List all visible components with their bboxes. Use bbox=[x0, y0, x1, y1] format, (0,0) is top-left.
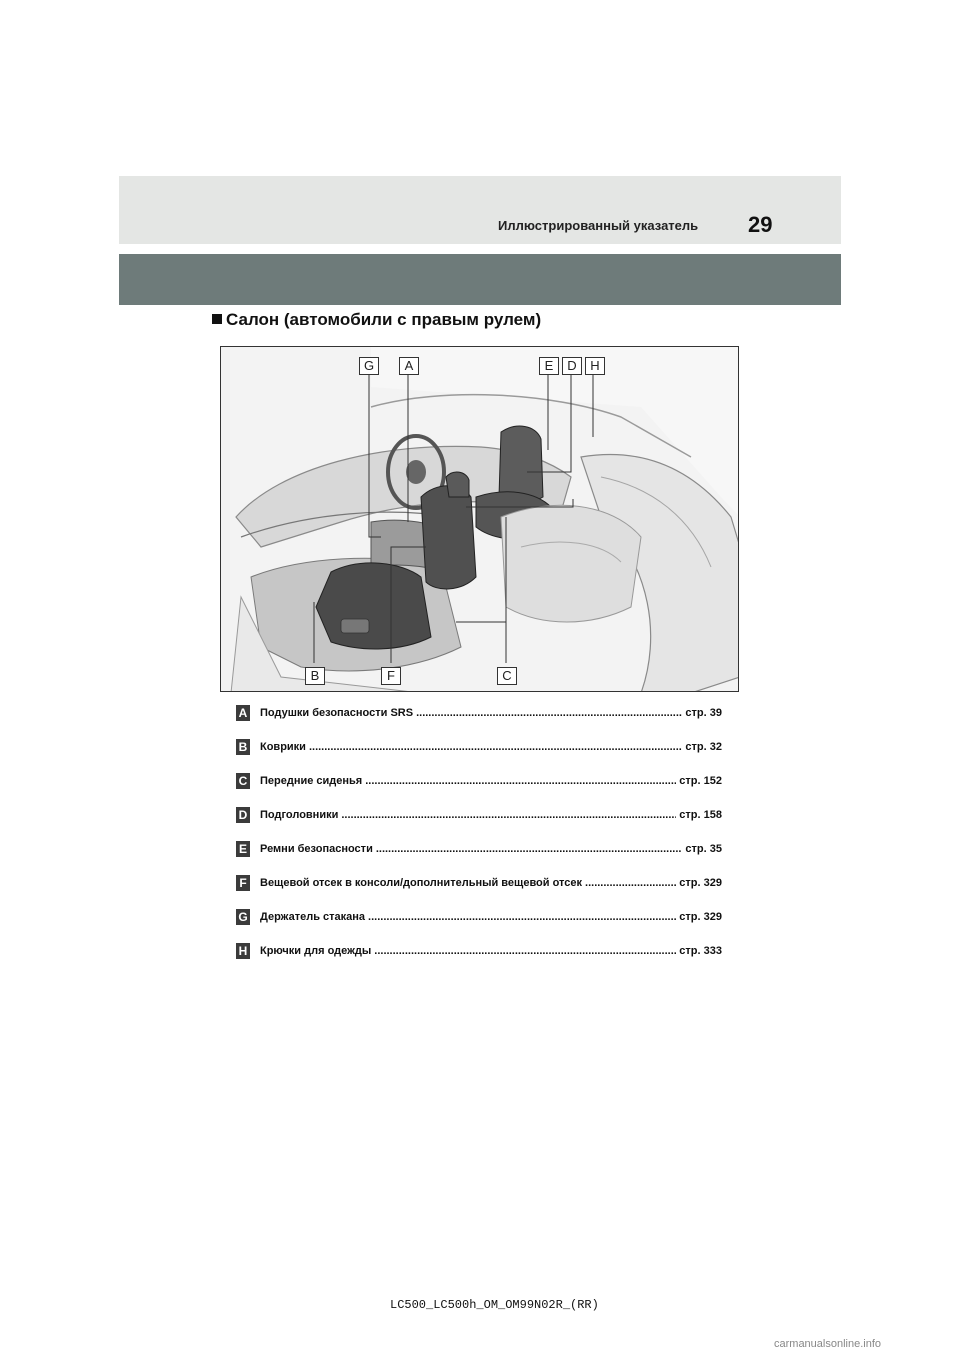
legend-page-ref[interactable]: стр. 152 bbox=[679, 775, 722, 787]
legend-badge: F bbox=[236, 875, 250, 891]
legend-item bbox=[236, 705, 722, 723]
legend-badge: B bbox=[236, 739, 250, 755]
legend-label: Ремни безопасности bbox=[260, 843, 373, 855]
legend-label: Вещевой отсек в консоли/дополнительный вещевой отсек bbox=[260, 877, 583, 889]
legend-badge: H bbox=[236, 943, 250, 959]
square-bullet-icon bbox=[212, 314, 222, 324]
legend-item bbox=[236, 739, 722, 757]
legend-badge: E bbox=[236, 841, 250, 857]
legend-page-ref[interactable]: стр. 158 bbox=[679, 809, 722, 821]
legend-item bbox=[236, 943, 722, 961]
watermark[interactable]: carmanualsonline.info bbox=[774, 1338, 882, 1350]
legend-badge: G bbox=[236, 909, 250, 925]
legend-label: Подушки безопасности SRS bbox=[260, 707, 414, 719]
callout-h: H bbox=[585, 357, 605, 375]
interior-illustration bbox=[220, 346, 739, 692]
car-interior-drawing bbox=[221, 347, 739, 692]
footer-document-code: LC500_LC500h_OM_OM99N02R_(RR) bbox=[390, 1298, 599, 1312]
legend-label: Передние сиденья bbox=[260, 775, 363, 787]
page-number: 29 bbox=[748, 212, 773, 237]
legend-page-ref[interactable]: стр. 39 bbox=[685, 707, 722, 719]
callout-g: G bbox=[359, 357, 379, 375]
legend-page-ref[interactable]: стр. 329 bbox=[679, 911, 722, 923]
legend-page-ref[interactable]: стр. 35 bbox=[685, 843, 722, 855]
legend-label: Крючки для одежды bbox=[260, 945, 372, 957]
callout-f: F bbox=[381, 667, 401, 685]
legend-badge: A bbox=[236, 705, 250, 721]
callout-b: B bbox=[305, 667, 325, 685]
callout-c: C bbox=[497, 667, 517, 685]
callout-e: E bbox=[539, 357, 559, 375]
callout-a: A bbox=[399, 357, 419, 375]
header-title: Иллюстрированный указатель bbox=[498, 218, 699, 233]
section-band bbox=[119, 254, 841, 305]
legend-item bbox=[236, 909, 722, 927]
legend-page-ref[interactable]: стр. 333 bbox=[679, 945, 722, 957]
legend-label: Коврики bbox=[260, 741, 306, 753]
legend-page-ref[interactable]: стр. 329 bbox=[679, 877, 722, 889]
legend-item bbox=[236, 841, 722, 859]
section-title-text: Салон (автомобили с правым рулем) bbox=[226, 310, 542, 329]
legend-item bbox=[236, 773, 722, 791]
legend-item bbox=[236, 875, 722, 893]
callout-d: D bbox=[562, 357, 582, 375]
header-band bbox=[119, 176, 841, 244]
legend-label: Подголовники bbox=[260, 809, 339, 821]
legend-badge: D bbox=[236, 807, 250, 823]
legend-badge: C bbox=[236, 773, 250, 789]
legend-item bbox=[236, 807, 722, 825]
section-title bbox=[212, 310, 541, 330]
legend-page-ref[interactable]: стр. 32 bbox=[685, 741, 722, 753]
legend-label: Держатель стакана bbox=[260, 911, 366, 923]
